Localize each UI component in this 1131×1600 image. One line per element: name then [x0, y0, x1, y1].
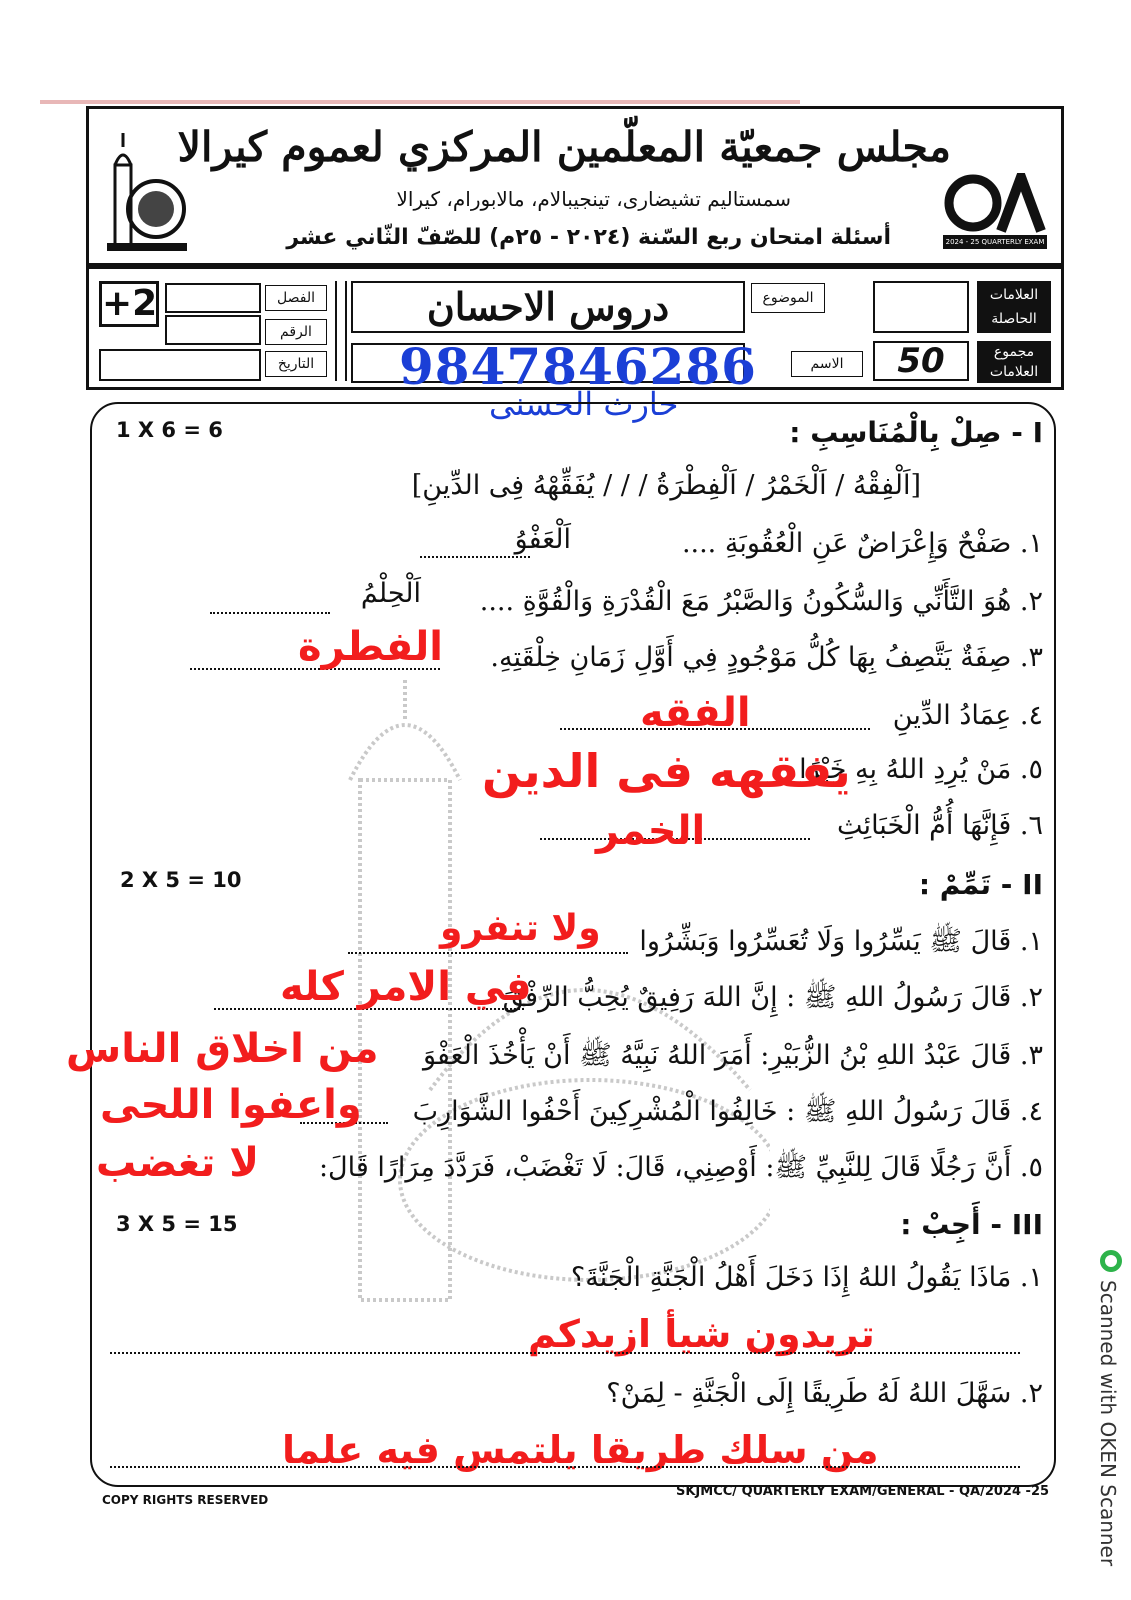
- marks-obtained-field[interactable]: [873, 281, 969, 333]
- s2-q5: ٥. أَنَّ رَجُلًا قَالَ لِلنَّبِيِّ ﷺ: أَوْصِنِي، قَالَ: لَا تَغْضَبْ، فَرَدَّدَ مِرَارًا قَالَ:: [318, 1152, 1043, 1183]
- scanner-text: Scanned with OKEN Scanner: [1096, 1280, 1120, 1567]
- section2-title: II - تَمِّمْ :: [918, 868, 1043, 901]
- s2-q1-blank[interactable]: [348, 952, 628, 954]
- s3-q2-answer-line[interactable]: [110, 1466, 1020, 1468]
- s2-q2: ٢. قَالَ رَسُولُ اللهِ ﷺ : إِنَّ اللهَ رَفِيقٌ يُحِبُّ الرِّفْقَ: [502, 982, 1043, 1013]
- s3-q1-answer: تريدون شيأ ازيدكم: [528, 1312, 875, 1356]
- exam-code: SKJMCC/ QUARTERLY EXAM/GENERAL - QA/2024 -25: [676, 1484, 1050, 1499]
- grade-badge: +2: [99, 281, 159, 327]
- qa-logo-icon: [943, 173, 1047, 235]
- logo-caption: 2024 - 25 QUARTERLY EXAM: [943, 235, 1047, 249]
- student-info-box: [86, 266, 1064, 423]
- s3-q1: ١. مَاذَا يَقُولُ اللهُ إِذَا دَخَلَ أَهْلُ الْجَنَّةِ الْجَنَّةَ؟: [570, 1262, 1043, 1293]
- s2-q3: ٣. قَالَ عَبْدُ اللهِ بْنُ الزُّبَيْرِ: أَمَرَ اللهُ نَبِيَّهُ ﷺ أَنْ يَأْخُذَ الْعَفْوَ: [423, 1040, 1043, 1071]
- date-label: التاريخ: [265, 351, 327, 377]
- number-field[interactable]: [165, 315, 261, 345]
- copyright-notice: COPY RIGHTS RESERVED: [102, 1493, 269, 1507]
- class-label: الفصل: [265, 285, 327, 311]
- council-address: سمستاليم تشيضارى، تينجيبالام، مالابورام، كيرالا: [396, 187, 791, 211]
- section2-marks: 2 X 5 = 10: [120, 868, 242, 892]
- author-name: حارث الحسنى: [489, 385, 679, 423]
- section3-title: III - أَجِبْ :: [900, 1208, 1043, 1241]
- total-marks-value: 50: [873, 341, 969, 381]
- s1-q1: ١. صَفْحٌ وَإِعْرَاضٌ عَنِ الْعُقُوبَةِ ....: [681, 528, 1043, 559]
- name-label: الاسم: [791, 351, 863, 377]
- total-marks-label: مجموع العلامات: [977, 341, 1051, 383]
- section1-options: [اَلْفِقْهُ / اَلْخَمْرُ / اَلْفِطْرَةُ / / / يُفَقِّهْهُ فِى الدِّينِ]: [411, 470, 921, 501]
- subject-label: الموضوع: [751, 283, 825, 313]
- scanner-logo-icon: [1100, 1250, 1122, 1272]
- subject-field: دروس الاحسان: [351, 281, 745, 333]
- phone-number: 9847846286: [399, 337, 757, 396]
- class-field[interactable]: [165, 283, 261, 313]
- s1-q4: ٤. عِمَادُ الدِّينِ: [892, 700, 1043, 731]
- s1-q2-blank[interactable]: [210, 612, 330, 614]
- s2-q3-answer: من اخلاق الناس: [66, 1026, 379, 1072]
- s2-q1-answer: ولا تنفرو: [440, 908, 601, 949]
- exam-header: [86, 106, 1064, 266]
- section3-marks: 3 X 5 = 15: [116, 1212, 238, 1236]
- s3-q2: ٢. سَهَّلَ اللهُ لَهُ طَرِيقًا إِلَى الْجَنَّةِ - لِمَنْ؟: [606, 1378, 1043, 1409]
- s1-q3-answer: الفطرة: [298, 624, 443, 670]
- s3-q2-answer: من سلك طريقا يلتمس فيه علما: [282, 1428, 879, 1472]
- date-field[interactable]: [99, 349, 261, 381]
- s1-q6-answer: الخمر: [596, 808, 706, 854]
- s2-q2-answer: في الامر كله: [280, 964, 532, 1010]
- marks-obtained-label: العلامات الحاصلة: [977, 281, 1051, 333]
- s1-q5-answer: يفقهه فى الدين: [482, 744, 851, 798]
- s2-q4: ٤. قَالَ رَسُولُ اللهِ ﷺ : خَالِفُوا الْمُشْرِكِينَ أَحْفُوا الشَّوَارِبَ: [412, 1096, 1043, 1127]
- exam-title: أسئلة امتحان ربع السّنة (٢٠٢٤ - ٢٥م) للصّفّ الثّاني عشر: [286, 225, 891, 250]
- qa-logo: [943, 173, 1047, 253]
- section1-title: I - صِلْ بِالْمُنَاسِبِ :: [789, 416, 1043, 449]
- s1-q2-printed-answer: اَلْحِلْمُ: [360, 578, 421, 609]
- s1-q4-answer: الفقه: [640, 690, 751, 736]
- s2-q5-answer: لا تغضب: [96, 1140, 260, 1186]
- s1-q1-blank[interactable]: [420, 556, 530, 558]
- s1-q6: ٦. فَإِنَّهَا أُمُّ الْخَبَائِثِ: [837, 810, 1043, 841]
- s1-q3: ٣. صِفَةٌ يَتَّصِفُ بِهَا كُلُّ مَوْجُودٍ فِي أَوَّلِ زَمَانِ خِلْقَتِهِ.: [490, 642, 1043, 673]
- s2-q1: ١. قَالَ ﷺ يَسِّرُوا وَلَا تُعَسِّرُوا وَبَشِّرُوا: [639, 926, 1043, 957]
- s3-q1-answer-line[interactable]: [110, 1352, 1020, 1354]
- council-title: مجلس جمعيّة المعلّمين المركزي لعموم كيرالا: [177, 123, 951, 171]
- section1-marks: 1 X 6 = 6: [116, 418, 223, 442]
- top-red-line: [40, 100, 800, 104]
- number-label: الرقم: [265, 319, 327, 345]
- s1-q5: ٥. مَنْ يُرِدِ اللهُ بِهِ خَيْرًا: [799, 754, 1043, 785]
- s2-q4-answer: واعفوا اللحى: [100, 1082, 362, 1128]
- s1-q2: ٢. هُوَ التَّأَنِّي وَالسُّكُونُ وَالصَّبْرُ مَعَ الْقُدْرَةِ وَالْقُوَّةِ ....: [479, 586, 1043, 617]
- divider: [335, 281, 347, 381]
- scanner-watermark: [1096, 1250, 1130, 1600]
- s1-q1-printed-answer: اَلْعَفْوُ: [514, 524, 571, 555]
